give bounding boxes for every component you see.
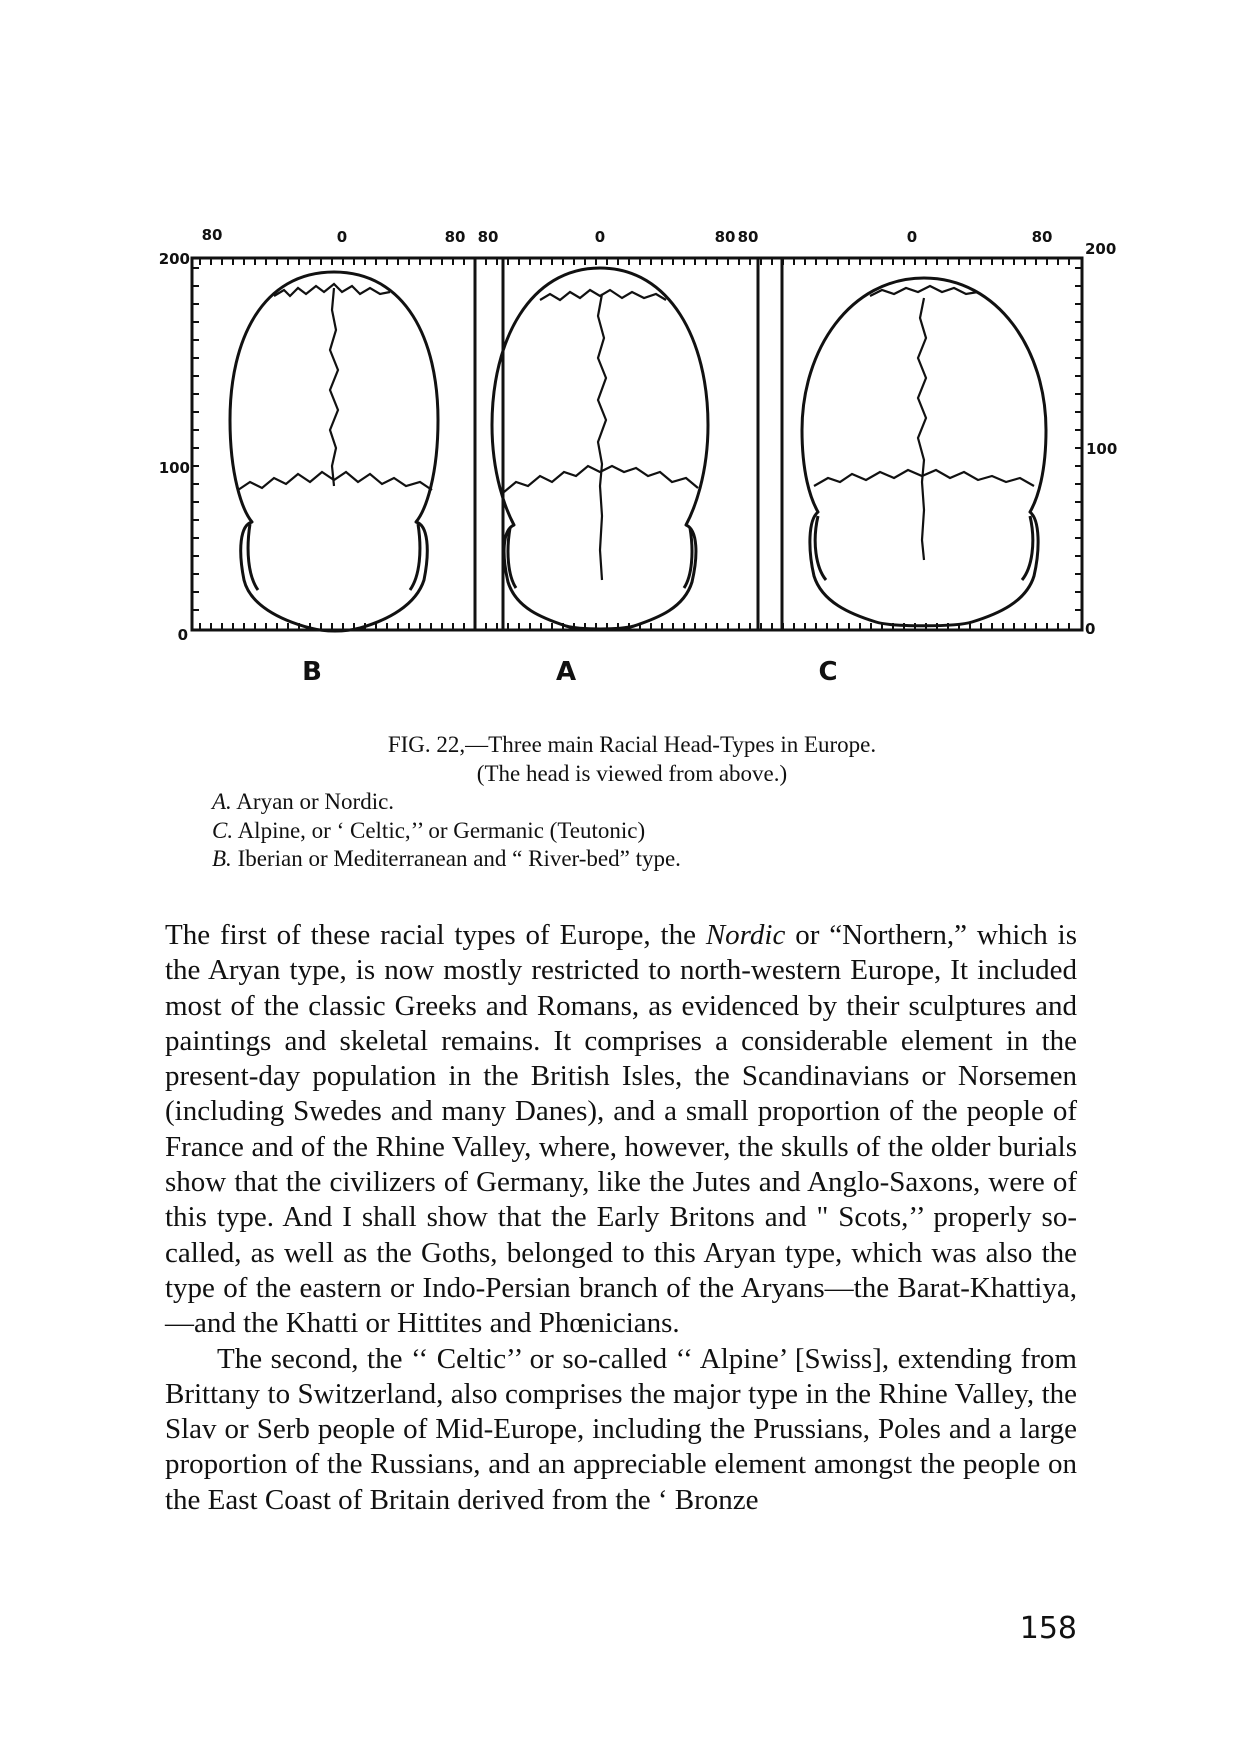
scale-ticks [192, 258, 1082, 630]
scale-right-label: 200 [1085, 240, 1117, 258]
scale-top-label: 0 [906, 228, 918, 246]
figure-frame [192, 258, 1082, 630]
legend-item [212, 788, 1052, 817]
scale-top-label: 80 [201, 226, 223, 244]
head-types-diagram [158, 220, 1118, 700]
scale-top-label: 0 [594, 228, 606, 246]
scale-left-label: 200 [158, 250, 190, 268]
caption-legend [212, 788, 1052, 874]
panel-label: A [555, 657, 577, 687]
legend-text: Alpine, or ‘ Celtic,’’ or Germanic (Teutonic) [233, 817, 646, 843]
scale-top-label: 80 [444, 228, 466, 246]
legend-text: Iberian or Mediterranean and “ River-bed” type. [231, 846, 681, 871]
skull-a [492, 268, 708, 629]
legend-letter: A. [212, 789, 232, 814]
panel-label: B [302, 657, 322, 687]
scale-top-label: 80 [714, 228, 736, 246]
scale-left-label: 100 [158, 459, 190, 477]
scale-left-label: 0 [177, 626, 188, 644]
paragraph-text: The first of these racial types of Europe, the [165, 919, 706, 951]
legend-letter: C. [212, 817, 234, 843]
skull-figure [158, 220, 1118, 700]
legend-item [212, 845, 1052, 874]
scale-right-label: 100 [1086, 440, 1118, 458]
scale-top-label: 0 [336, 228, 348, 246]
caption-title: FIG. 22,—Three main Racial Head-Types in Europe. [387, 732, 877, 757]
body-text [165, 918, 1077, 1518]
paragraph: The second, the ‘‘ Celtic’’ or so-called ‘‘ Alpine’ [Swiss], extending from Brittany to Switzerland, also comprises the major type in the Rhine Valley, the Slav or Serb people of Mid-Europe, including the Prussians, Poles and a large proportion of the Russians, and an appreciable element amongst the people on the East Coast of Britain derived from the ‘ Bronze [165, 1342, 1077, 1516]
skull-b [230, 272, 438, 631]
scale-top-label: 80 [477, 228, 499, 246]
scale-top-label: 80 [1031, 228, 1053, 246]
page-number: 158 [1019, 1611, 1077, 1646]
paragraph-text: or “Northern,” which is the Aryan type, is now mostly restricted to north-western Europe, It included most of the classic Greeks and Romans, as evidenced by their sculptures and paintings and skeletal remains. It comprises a considerable element in the present-day population in the British Isles, the Scandinavians or Norsemen (including Swedes and many Danes), and a small proportion of the people of France and of the Rhine Valley, where, however, the skulls of the older burials show that the civilizers of Germany, like the Jutes and Anglo-Saxons, were of this type. And I shall show that the Early Britons and " Scots,’’ properly so-called, as well as the Goths, belonged to this Aryan type, which was also the type of the eastern or Indo-Persian branch of the Aryans—the Barat-Khattiya,—and the Khatti or Hittites and Phœnicians. [165, 919, 1077, 1340]
italic-term: Nordic [705, 919, 786, 951]
legend-text: Aryan or Nordic. [231, 789, 395, 814]
legend-letter: B. [212, 846, 232, 871]
caption-subtitle: (The head is viewed from above.) [476, 760, 788, 786]
paragraph [165, 918, 1077, 1342]
panel-label: C [818, 657, 838, 687]
skull-c [802, 278, 1046, 626]
figure-caption [212, 731, 1052, 874]
scale-right-label: 0 [1085, 620, 1096, 638]
legend-item [212, 817, 1052, 846]
scale-top-label: 80 [737, 228, 759, 246]
